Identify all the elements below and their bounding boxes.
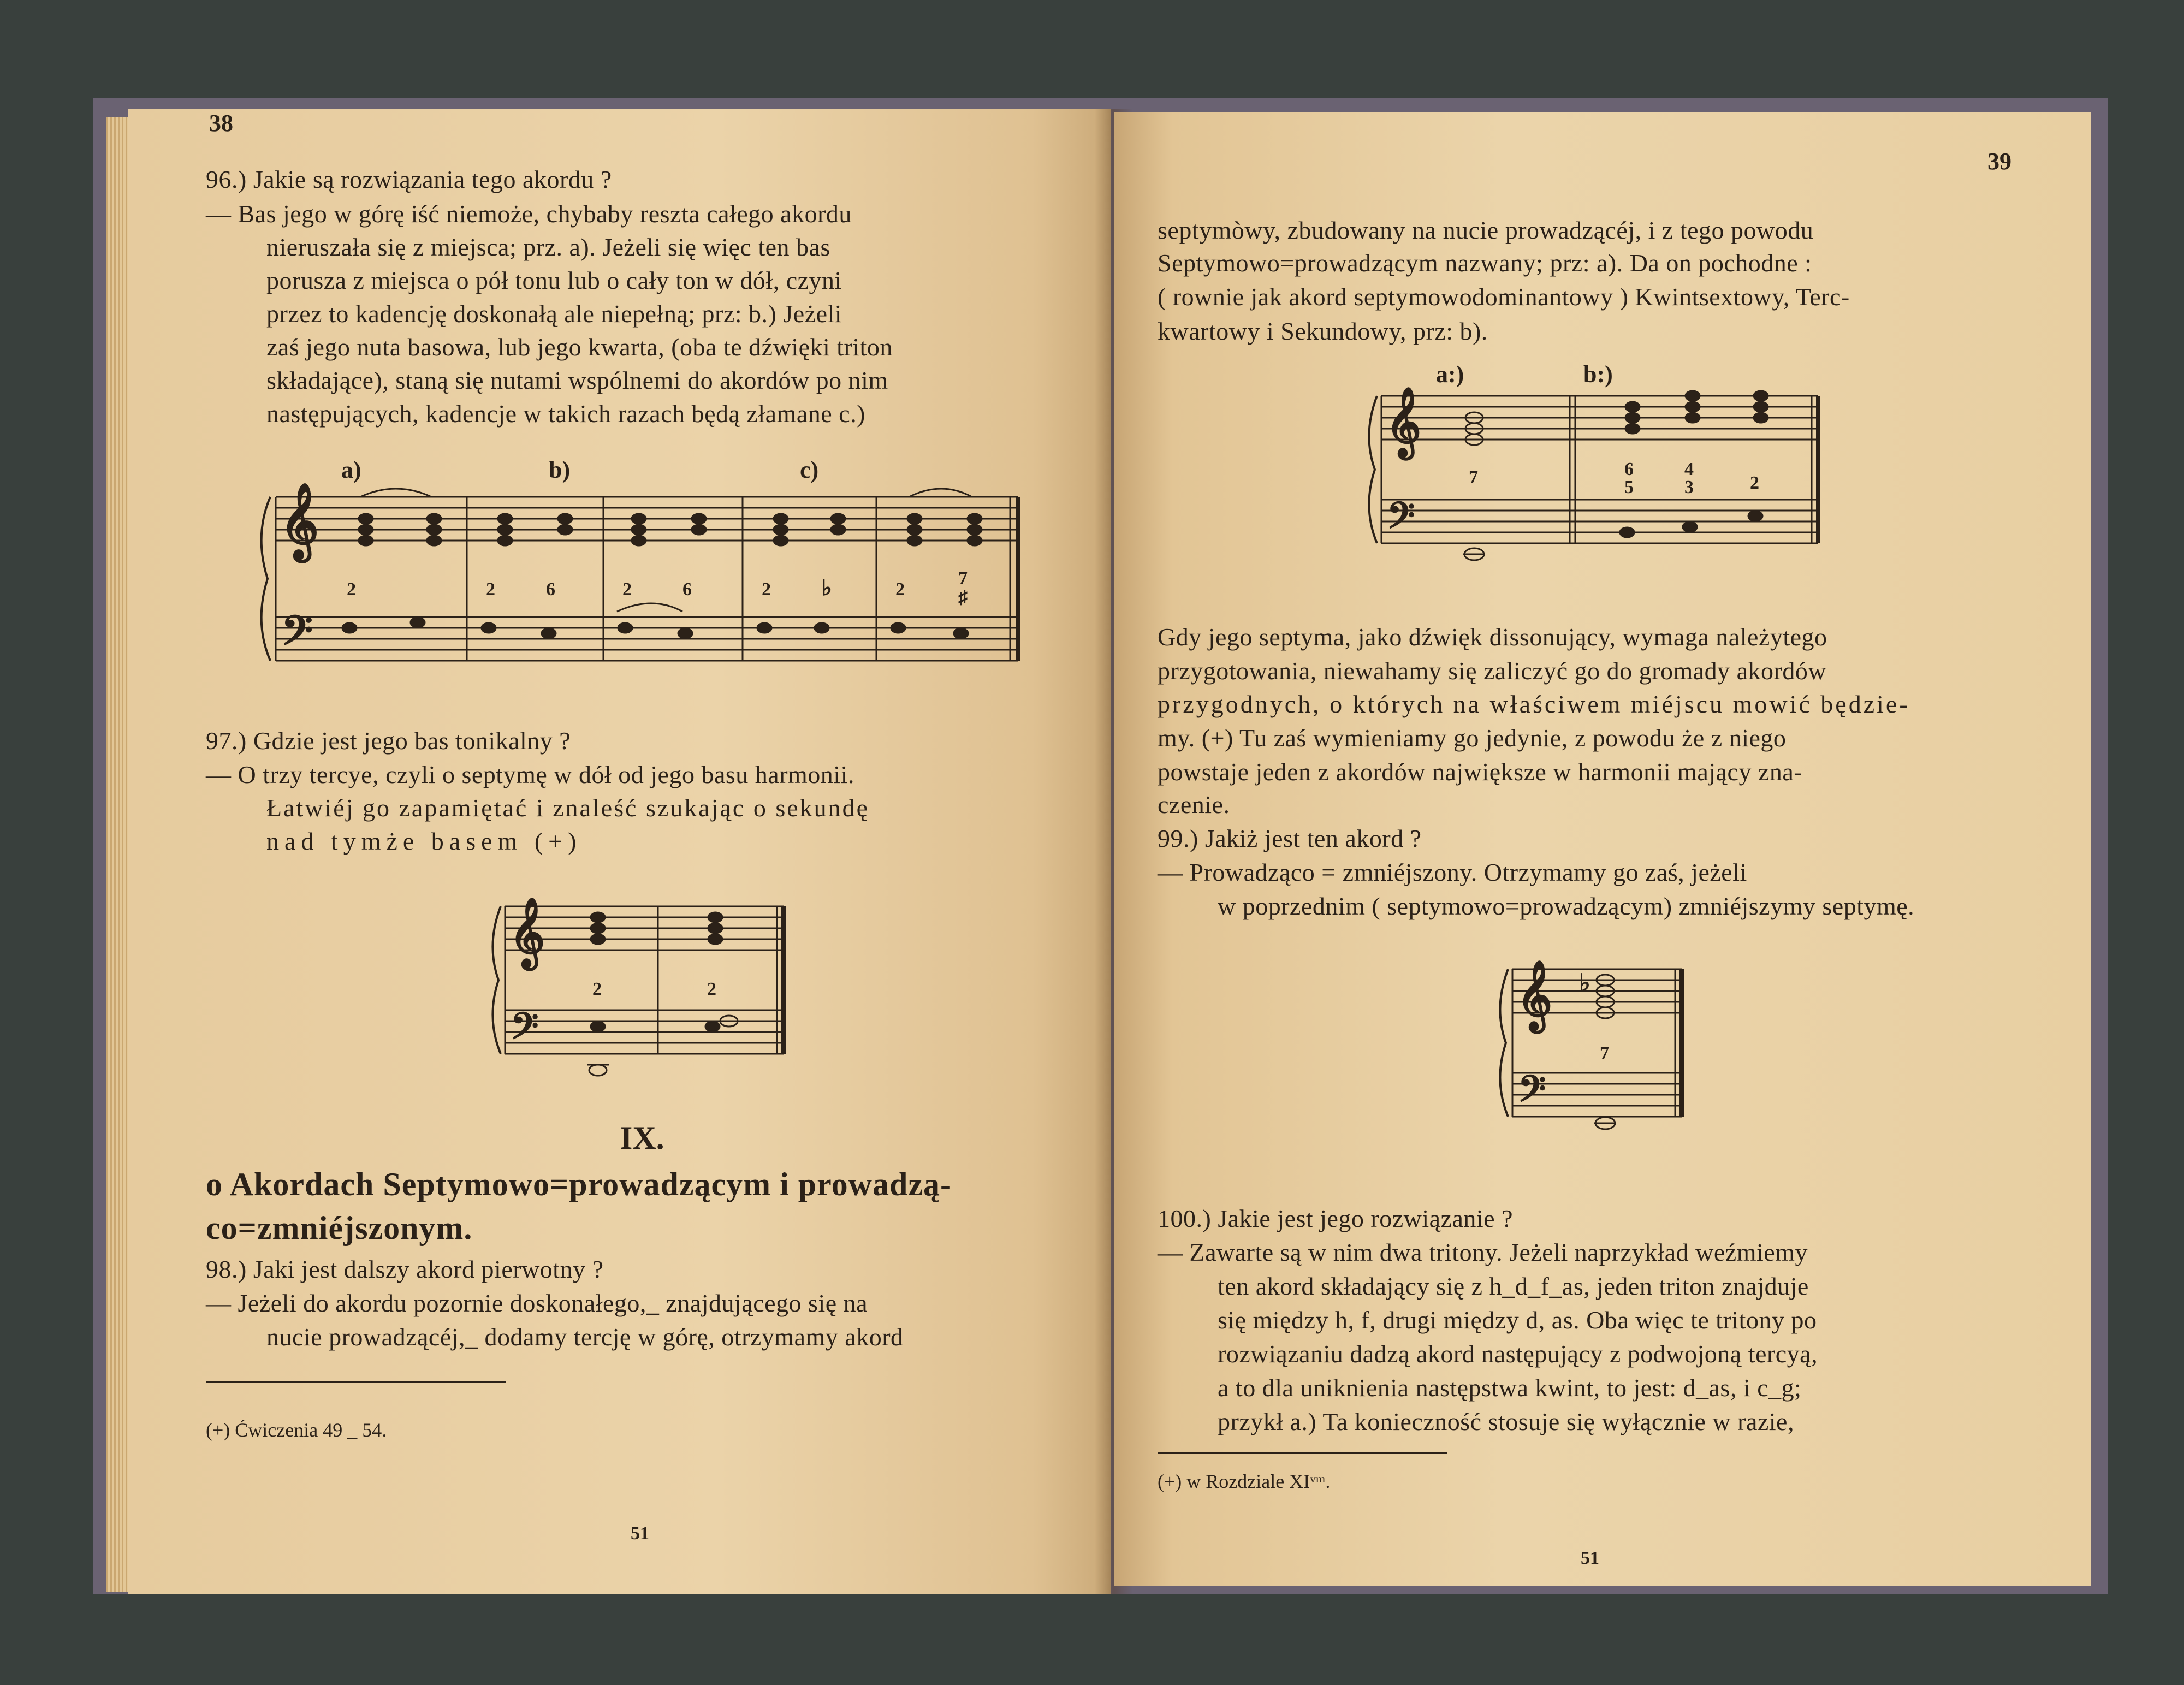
music-example-97 xyxy=(489,895,794,1076)
music-example-99 xyxy=(1496,936,1693,1133)
figured-bass: 6 xyxy=(1624,459,1634,479)
answer-97-line: nad tymże basem (+) xyxy=(266,827,582,855)
svg-text:𝄞: 𝄞 xyxy=(1386,389,1422,455)
chapter-title: o Akordach Septymowo=prowadzącym i prowadzą- xyxy=(206,1166,952,1202)
signature-mark: 51 xyxy=(1581,1548,1599,1568)
text-line: Septymowo=prowadzącym nazwany; prz: a). Da on pochodne : xyxy=(1158,249,1812,277)
text-line: my. (+) Tu zaś wymieniamy go jedynie, z powodu że z niego xyxy=(1158,724,1787,752)
left-page xyxy=(128,109,1111,1594)
svg-text:𝄞: 𝄞 xyxy=(509,899,545,966)
footnote-rule xyxy=(1158,1452,1447,1454)
chapter-number: IX. xyxy=(620,1120,664,1156)
figured-bass: 3 xyxy=(1684,477,1694,497)
example-label: a) xyxy=(341,456,361,483)
text-line: Gdy jego septyma, jako dźwięk dissonujący, wymaga należytego xyxy=(1158,623,1827,651)
answer-96-line: przez to kadencję doskonałą ale niepełną; prz: b.) Jeżeli xyxy=(266,300,842,328)
figured-bass: 6 xyxy=(546,579,555,600)
footnote: (+) w Rozdziale XIᵛᵐ. xyxy=(1158,1470,1331,1492)
answer-100-line: przykł a.) Ta konieczność stosuje się wyłącznie w razie, xyxy=(1218,1408,1794,1435)
svg-text:𝄢: 𝄢 xyxy=(1387,497,1415,545)
figured-bass: 7 xyxy=(1469,467,1478,488)
answer-100-line: — Zawarte są w nim dwa tritony. Jeżeli naprzykład weźmiemy xyxy=(1158,1238,1808,1266)
figured-bass: 2 xyxy=(486,579,495,600)
text-line: przygotowania, niewahamy się zaliczyć go do gromady akordów xyxy=(1158,657,1827,685)
figured-bass: 6 xyxy=(682,579,692,600)
text-line: powstaje jeden z akordów największe w harmonii mający zna- xyxy=(1158,758,1803,786)
music-example-septymowo xyxy=(1365,352,1829,571)
question-98: 98.) Jaki jest dalszy akord pierwotny ? xyxy=(206,1255,604,1283)
figured-bass: 7 xyxy=(958,568,968,589)
svg-text:𝄞: 𝄞 xyxy=(280,485,319,557)
text-line: czenie. xyxy=(1158,791,1230,818)
answer-96-line: zaś jego nuta basowa, lub jego kwarta, (oba te dźwięki triton xyxy=(266,333,893,361)
example-label: b) xyxy=(549,456,571,483)
figured-bass: 2 xyxy=(895,579,905,600)
signature-mark: 51 xyxy=(631,1523,649,1544)
figured-bass: 4 xyxy=(1684,459,1694,479)
figured-bass: ♯ xyxy=(958,588,968,608)
chapter-title: co=zmniéjszonym. xyxy=(206,1210,473,1246)
answer-99-line: w poprzednim ( septymowo=prowadzącym) zmniéjszymy septymę. xyxy=(1218,892,1915,920)
answer-96-line: porusza z miejsca o pół tonu lub o cały ton w dół, czyni xyxy=(266,266,842,294)
figured-bass: 2 xyxy=(707,979,716,999)
question-100: 100.) Jakie jest jego rozwiązanie ? xyxy=(1158,1205,1514,1232)
text-line: ( rownie jak akord septymowodominantowy ) Kwintsextowy, Terc- xyxy=(1158,283,1850,311)
footnote: (+) Ćwiczenia 49 _ 54. xyxy=(206,1419,387,1441)
question-99: 99.) Jakiż jest ten akord ? xyxy=(1158,824,1422,852)
example-label: a:) xyxy=(1436,361,1464,388)
answer-99-line: — Prowadząco = zmniéjszony. Otrzymamy go zaś, jeżeli xyxy=(1158,858,1747,886)
answer-97-line: Łatwiéj go zapamiętać i znaleść szukając o sekundę xyxy=(266,794,870,822)
answer-96-line: nieruszała się z miejsca; prz. a). Jeżeli się więc ten bas xyxy=(266,233,830,261)
figured-bass: 7 xyxy=(1600,1043,1609,1064)
figured-bass: 2 xyxy=(622,579,632,600)
page-number: 38 xyxy=(209,110,233,137)
question-96: 96.) Jakie są rozwiązania tego akordu ? xyxy=(206,165,612,193)
answer-97-line: — O trzy tercye, czyli o septymę w dół od jego basu harmonii. xyxy=(206,761,854,788)
figured-bass: ♭ xyxy=(822,575,832,600)
right-page xyxy=(1114,112,2091,1586)
example-label: b:) xyxy=(1583,361,1613,388)
answer-100-line: się między h, f, drugi między d, as. Oba więc te tritony po xyxy=(1218,1306,1817,1334)
text-line: przygodnych, o których na właściwem miéjscu mowić będzie- xyxy=(1158,690,1910,718)
answer-98-line: nucie prowadzącéj,_ dodamy tercję w górę, otrzymamy akord xyxy=(266,1323,904,1351)
answer-96-line: — Bas jego w górę iść niemoże, chybaby reszta całego akordu xyxy=(206,200,852,228)
answer-100-line: rozwiązaniu dadzą akord następujący z podwojoną tercyą, xyxy=(1218,1340,1818,1368)
svg-text:𝄢: 𝄢 xyxy=(511,1007,539,1055)
example-label: c) xyxy=(800,456,819,483)
question-97: 97.) Gdzie jest jego bas tonikalny ? xyxy=(206,727,571,755)
answer-96-line: następujących, kadencje w takich razach będą złamane c.) xyxy=(266,400,865,428)
footnote-rule xyxy=(206,1381,506,1383)
svg-text:𝄢: 𝄢 xyxy=(1518,1070,1546,1118)
svg-text:♭: ♭ xyxy=(1579,970,1590,996)
answer-96-line: składające), staną się nutami wspólnemi do akordów po nim xyxy=(266,366,888,394)
text-line: kwartowy i Sekundowy, prz: b). xyxy=(1158,317,1488,345)
answer-100-line: ten akord składający się z h_d_f_as, jeden triton znajduje xyxy=(1218,1272,1809,1300)
music-example-96 xyxy=(254,437,1029,677)
figured-bass: 2 xyxy=(1750,473,1759,493)
svg-text:𝄢: 𝄢 xyxy=(281,609,313,663)
figured-bass: 2 xyxy=(762,579,771,600)
text-line: septymòwy, zbudowany na nucie prowadzącéj, i z tego powodu xyxy=(1158,216,1814,244)
page-number: 39 xyxy=(1987,148,2011,175)
figured-bass: 2 xyxy=(592,979,602,999)
answer-98-line: — Jeżeli do akordu pozornie doskonałego,_ znajdującego się na xyxy=(206,1289,868,1317)
figured-bass: 2 xyxy=(347,579,356,600)
svg-text:𝄞: 𝄞 xyxy=(1517,962,1553,1029)
answer-100-line: a to dla uniknienia następstwa kwint, to jest: d_as, i c_g; xyxy=(1218,1374,1802,1402)
figured-bass: 5 xyxy=(1624,477,1634,497)
